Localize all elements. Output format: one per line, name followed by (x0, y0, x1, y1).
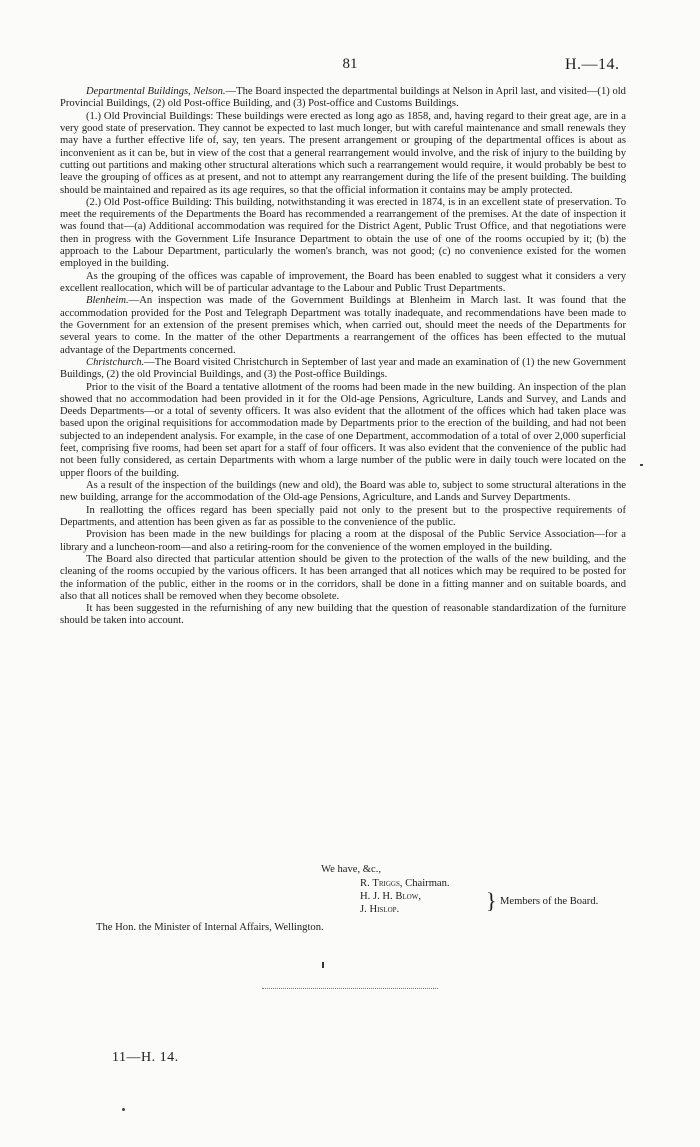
heading-nelson: Departmental Buildings, Nelson. (86, 86, 226, 97)
brace-mark: } (486, 888, 497, 913)
signoff: We have, &c., (321, 864, 382, 875)
signatory-chairman (360, 878, 450, 891)
paragraph-provision: Provision has been made in the new buildings for placing a room at the disposal of the Public Service Association—for a library and a luncheon-room—and also a retiring-room for the convenience of the women employed in the building. (60, 529, 626, 553)
document-reference: H.—14. (565, 56, 620, 73)
signatory-surname: Blow (395, 890, 419, 902)
signatory-initials: R. (360, 878, 370, 889)
paragraph-nelson (60, 86, 626, 111)
print-mark (322, 962, 324, 968)
page-number: 81 (342, 56, 358, 72)
paragraph-reallotting: In reallotting the offices regard has been specially paid not only to the present but to the prospective requirements of Departments, and attention has been given as far as possible to the convenience of the public. (60, 504, 626, 528)
print-mark (640, 464, 643, 466)
paragraph-furniture: It has been suggested in the refurnishing of any new building that the question of reasonable standardization of the furniture should be taken into account. (60, 603, 626, 627)
report-body (60, 86, 626, 628)
signatory-initials: H. J. H. (360, 890, 393, 902)
signatory-member: H. J. H. Blow, (360, 890, 421, 902)
signature-block (360, 878, 450, 916)
paragraph-old-provincial-buildings: (1.) Old Provincial Buildings: These buildings were erected as long ago as 1858, and, having regard to their great age, are in a very good state of preservation. They cannot be expected to last much longer, but with careful maintenance and small renewals they may have a further effective life of, say, ten years. The present arrangement or grouping of the departmental offices is about as inconvenient as it can be, but in view of the cost that a general rearrangement would involve, and the risk of injury to the building by cutting out partitions and making other structural alterations which such a rearrangement would require, it would probably be best to leave the grouping of offices as at present, and not to attempt any rearrangement during the life of the present building. The building should be maintained and repaired as its age requires, so that the official information it contains may be amply protected. (60, 110, 626, 196)
paragraph-text: —The Board inspected the departmental buildings at Nelson in April last, and visited—(1) old Provincial Buildings, (2) old Post-office Building, and (3) Post-office and Customs Buildings. (60, 86, 626, 110)
paragraph-prior-visit: Prior to the visit of the Board a tentative allotment of the rooms had been made in the new building. An inspection of the plan showed that no accommodation had been provided in it for the Old-age Pensions, Agriculture, Lands and Survey, and Lands and Deeds Departments—or a total of seventy officers. It was also evident that the allotment of the offices which had taken place was based upon the original requisitions for accommodation made by Departments prior to the erection of the building, and had not been subjected to an independent analysis. For example, in the case of one Department, accommodation of a total of over 2,000 superficial feet, comprising five rooms, had been set apart for a staff of four officers. It was also evident that the convenience of the public had not been fully considered, as certain Departments with whom a large number of the public were in daily touch were located on the upper floors of the building. (60, 381, 626, 479)
signatory-surname: Hislop (369, 903, 397, 915)
paragraph-inspection-result: As a result of the inspection of the buildings (new and old), the Board was able to, subject to some structural alterations in the new building, arrange for the accommodation of the Old-age Pensions, Agriculture, and Lands and Survey Departments. (60, 480, 626, 504)
signatory-initials: J. (360, 903, 367, 915)
dotted-divider (262, 988, 438, 989)
signatory-role: , Chairman. (399, 878, 450, 889)
paragraph-grouping: As the grouping of the offices was capable of improvement, the Board has been enabled to suggest what it considers a very excellent reallocation, which will be of particular advantage to the Labour and Public Trust Departments. (60, 270, 626, 294)
paragraph-text: —An inspection was made of the Government Buildings at Blenheim in March last. It was found that the accommodation provided for the Post and Telegraph Department was totally inadequate, and recommendations have been made to the Government for an extension of the present premises which, when carried out, should meet the needs of the Departments for several years to come. In the matter of the other Departments a rearrangement of the offices has been effected to the mutual advantage of the Departments concerned. (60, 295, 626, 356)
heading-blenheim: Blenheim. (86, 295, 129, 307)
paragraph-blenheim (60, 295, 626, 357)
signatory-surname: Triggs (372, 878, 400, 889)
sheet-signature: 11—H. 14. (112, 1050, 179, 1065)
paragraph-text: —The Board visited Christchurch in September of last year and made an examination of (1) the new Government Buildings, (2) the old Provincial Buildings, and (3) the Post-office Buildings. (60, 356, 626, 381)
heading-christchurch: Christchurch. (86, 356, 145, 368)
signatory-member: J. Hislop. (360, 903, 400, 915)
paragraph-walls: The Board also directed that particular attention should be given to the protection of the walls of the new building, and the cleaning of the rooms occupied by the various officers. It has been arranged that all notices which may be required to be posted for the information of the public, either in the rooms or in the corridors, shall be done in a fitting manner and on suitable boards, and also that all notices shall be removed when they become obsolete. (60, 553, 626, 602)
print-mark (122, 1108, 125, 1111)
addressee: The Hon. the Minister of Internal Affairs, Wellington. (96, 922, 324, 933)
paragraph-christchurch (60, 357, 626, 382)
paragraph-old-post-office-building: (2.) Old Post-office Building: This building, notwithstanding it was erected in 1874, is in an excellent state of preservation. To meet the requirements of the Departments the Board has recommended a rearrangement of the premises. At the date of inspection it was found that—(a) Additional accommodation was required for the District Agent, Public Trust Office, and that negotiations were then in progress with the Government Life Insurance Department to obtain the use of one of the rooms occupied by it; (b) the approach to the Labour Department, particularly the women's branch, was not good; (c) no convenience existed for the women employed in the building. (60, 196, 626, 270)
members-label: Members of the Board. (500, 896, 599, 907)
